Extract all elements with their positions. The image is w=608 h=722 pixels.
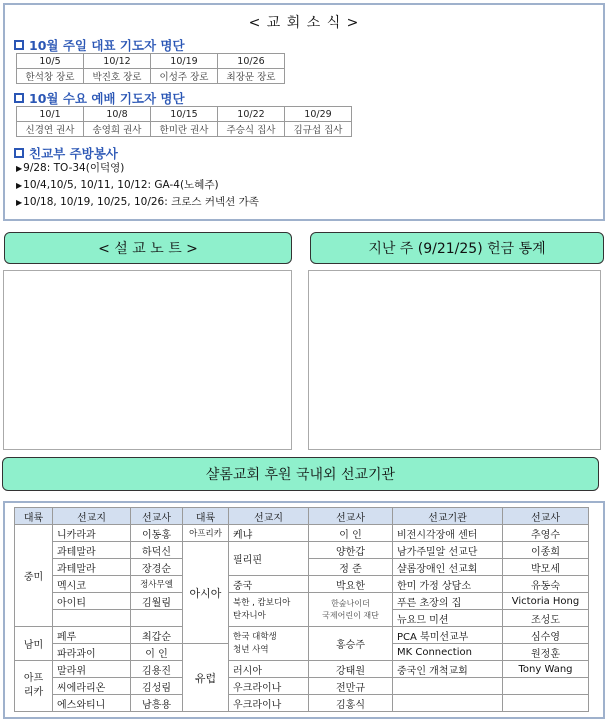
missionary-cell: 이 인 bbox=[309, 525, 393, 542]
place-cell: 멕시코 bbox=[53, 576, 131, 593]
continent-cell: 중미 bbox=[15, 525, 53, 627]
missionary-cell: 한숲나이더 국제어린이 재단 bbox=[309, 593, 393, 627]
date-cell: 10/12 bbox=[84, 54, 151, 69]
header-cell: 대륙 bbox=[183, 508, 229, 525]
org-cell: 푸른 초장의 집 bbox=[393, 593, 503, 610]
square-bullet-icon bbox=[14, 148, 24, 158]
place-cell: 러시아 bbox=[229, 661, 309, 678]
date-cell: 10/15 bbox=[151, 107, 218, 122]
missionary-cell: 장경순 bbox=[131, 559, 183, 576]
header-cell: 선교지 bbox=[229, 508, 309, 525]
missionary-cell: 김용진 bbox=[131, 661, 183, 678]
header-cell: 선교사 bbox=[131, 508, 183, 525]
sermon-notes-area[interactable] bbox=[3, 270, 292, 450]
org-cell: 비전시각장애 센터 bbox=[393, 525, 503, 542]
name-cell: 한석창 장로 bbox=[17, 69, 84, 84]
name-cell: 이성주 장로 bbox=[151, 69, 218, 84]
missionary-cell: Victoria Hong bbox=[503, 593, 589, 610]
date-cell: 10/22 bbox=[218, 107, 285, 122]
place-cell: 아이티 bbox=[53, 593, 131, 610]
missionary-cell: 조성도 bbox=[503, 610, 589, 627]
table-row bbox=[15, 593, 589, 610]
name-cell: 최장문 장로 bbox=[218, 69, 285, 84]
org-cell: 남가주밀알 선교단 bbox=[393, 542, 503, 559]
place-cell: 과테말라 bbox=[53, 542, 131, 559]
table-row bbox=[15, 661, 589, 678]
church-news-panel bbox=[3, 3, 605, 221]
place-cell: 우크라이나 bbox=[229, 678, 309, 695]
continent-cell: 아프 리카 bbox=[15, 661, 53, 712]
sermon-notes-header: < 설 교 노 트 > bbox=[4, 232, 292, 264]
missionary-cell: 최갑순 bbox=[131, 627, 183, 644]
cash-stats-area bbox=[308, 270, 601, 450]
place-cell: 니카라과 bbox=[53, 525, 131, 542]
place-cell: 파라과이 bbox=[53, 644, 131, 661]
missions-table bbox=[14, 507, 589, 712]
missionary-cell bbox=[503, 678, 589, 695]
missionary-cell bbox=[503, 695, 589, 712]
triangle-bullet-icon: ▶ bbox=[16, 198, 23, 207]
cash-stats-header: 지난 주 (9/21/25) 헌금 통계 bbox=[310, 232, 604, 264]
missionary-cell: 이동홍 bbox=[131, 525, 183, 542]
missionary-cell: 홍승주 bbox=[309, 627, 393, 661]
table-row bbox=[15, 576, 589, 593]
table-row bbox=[15, 627, 589, 644]
org-cell: 샬롬장애인 선교회 bbox=[393, 559, 503, 576]
place-cell: 중국 bbox=[229, 576, 309, 593]
name-cell: 박진호 장로 bbox=[84, 69, 151, 84]
missionary-cell: 양한갑 bbox=[309, 542, 393, 559]
org-cell: 한미 가정 상담소 bbox=[393, 576, 503, 593]
place-cell: 케냐 bbox=[229, 525, 309, 542]
header-cell: 선교지 bbox=[53, 508, 131, 525]
service-item: ▶10/4,10/5, 10/11, 10/12: GA-4(노혜주) bbox=[16, 179, 219, 191]
square-bullet-icon bbox=[14, 93, 24, 103]
table-row bbox=[15, 542, 589, 559]
place-cell: 한국 대학생 청년 사역 bbox=[229, 627, 309, 661]
triangle-bullet-icon: ▶ bbox=[16, 181, 23, 190]
table-header-row bbox=[15, 508, 589, 525]
date-cell: 10/1 bbox=[17, 107, 84, 122]
missionary-cell: 강태원 bbox=[309, 661, 393, 678]
sunday-prayer-table bbox=[16, 53, 285, 84]
missionary-cell: 이 인 bbox=[131, 644, 183, 661]
service-item: ▶9/28: TO-34(이덕영) bbox=[16, 162, 125, 174]
place-cell bbox=[53, 610, 131, 627]
place-cell: 필리핀 bbox=[229, 542, 309, 576]
table-row bbox=[15, 525, 589, 542]
org-cell bbox=[393, 678, 503, 695]
org-cell: 중국인 개척교회 bbox=[393, 661, 503, 678]
missionary-cell: 김홍식 bbox=[309, 695, 393, 712]
missionary-cell: 심수영 bbox=[503, 627, 589, 644]
date-cell: 10/8 bbox=[84, 107, 151, 122]
name-cell: 한미란 권사 bbox=[151, 122, 218, 137]
name-cell: 김규섭 집사 bbox=[285, 122, 352, 137]
missions-header: 샬롬교회 후원 국내외 선교기관 bbox=[2, 457, 599, 491]
missionary-cell: 김월림 bbox=[131, 593, 183, 610]
table-row bbox=[15, 695, 589, 712]
continent-cell: 아프리카 bbox=[183, 525, 229, 542]
continent-cell: 남미 bbox=[15, 627, 53, 661]
kitchen-service-heading: 친교부 주방봉사 bbox=[14, 144, 118, 162]
sunday-prayer-heading: 10월 주일 대표 기도자 명단 bbox=[14, 36, 185, 54]
square-bullet-icon bbox=[14, 40, 24, 50]
place-cell: 우크라이나 bbox=[229, 695, 309, 712]
continent-cell: 아시아 bbox=[183, 542, 229, 644]
missionary-cell bbox=[131, 610, 183, 627]
place-cell: 과테말라 bbox=[53, 559, 131, 576]
org-cell: PCA 북미선교부 bbox=[393, 627, 503, 644]
church-news-title: < 교 회 소 식 > bbox=[248, 15, 360, 31]
missionary-cell: 이종희 bbox=[503, 542, 589, 559]
date-cell: 10/5 bbox=[17, 54, 84, 69]
missionary-cell: 추영수 bbox=[503, 525, 589, 542]
header-cell: 선교사 bbox=[309, 508, 393, 525]
kitchen-service-list bbox=[16, 160, 259, 211]
date-cell: 10/19 bbox=[151, 54, 218, 69]
header-cell: 선교기관 bbox=[393, 508, 503, 525]
continent-cell: 유럽 bbox=[183, 644, 229, 712]
place-cell: 말라위 bbox=[53, 661, 131, 678]
missionary-cell: 전만규 bbox=[309, 678, 393, 695]
name-cell: 신경연 권사 bbox=[17, 122, 84, 137]
place-cell: 씨에라리온 bbox=[53, 678, 131, 695]
missionary-cell: 김성림 bbox=[131, 678, 183, 695]
name-cell: 주승식 집사 bbox=[218, 122, 285, 137]
missionary-cell: 남흥용 bbox=[131, 695, 183, 712]
name-cell: 송영희 권사 bbox=[84, 122, 151, 137]
date-cell: 10/26 bbox=[218, 54, 285, 69]
missionary-cell: 원정훈 bbox=[503, 644, 589, 661]
triangle-bullet-icon: ▶ bbox=[16, 164, 23, 173]
place-cell: 에스와티니 bbox=[53, 695, 131, 712]
wednesday-prayer-table bbox=[16, 106, 352, 137]
header-cell: 선교사 bbox=[503, 508, 589, 525]
place-cell: 북한 , 캄보디아 탄자니아 bbox=[229, 593, 309, 627]
org-cell bbox=[393, 695, 503, 712]
missionary-cell: Tony Wang bbox=[503, 661, 589, 678]
missionary-cell: 유동숙 bbox=[503, 576, 589, 593]
missionary-cell: 정사무엘 bbox=[131, 576, 183, 593]
wednesday-prayer-heading: 10월 수요 예배 기도자 명단 bbox=[14, 89, 185, 107]
date-cell: 10/29 bbox=[285, 107, 352, 122]
service-item: ▶10/18, 10/19, 10/25, 10/26: 크로스 커넥션 가족 bbox=[16, 196, 259, 208]
missionary-cell: 정 준 bbox=[309, 559, 393, 576]
org-cell: MK Connection bbox=[393, 644, 503, 661]
missionary-cell: 박요한 bbox=[309, 576, 393, 593]
header-cell: 대륙 bbox=[15, 508, 53, 525]
place-cell: 페루 bbox=[53, 627, 131, 644]
org-cell: 뉴요므 미션 bbox=[393, 610, 503, 627]
table-row bbox=[15, 678, 589, 695]
missionary-cell: 하덕신 bbox=[131, 542, 183, 559]
missionary-cell: 박모세 bbox=[503, 559, 589, 576]
